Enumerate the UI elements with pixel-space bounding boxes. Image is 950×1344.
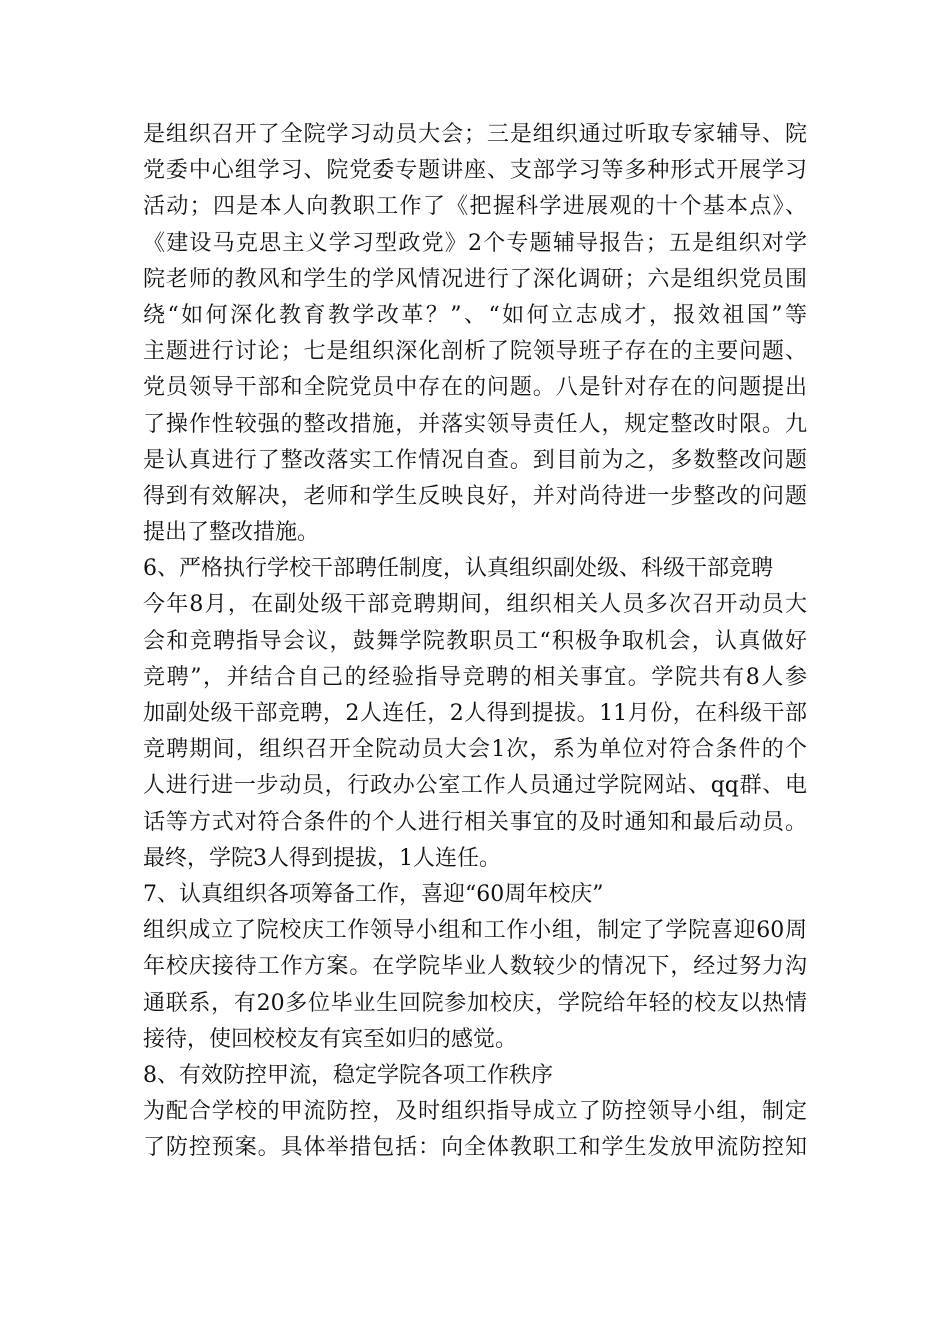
- text-line: 是认真进行了整改落实工作情况自查。到目前为之，多数整改问题: [143, 447, 807, 473]
- text-line: 竞聘期间，组织召开全院动员大会1次，系为单位对符合条件的个: [143, 737, 807, 763]
- text-line: 党委中心组学习、院党委专题讲座、支部学习等多种形式开展学习: [143, 158, 807, 184]
- text-line: 通联系，有20多位毕业生回院参加校庆，学院给年轻的校友以热情: [143, 990, 807, 1016]
- section-heading: 7、认真组织各项筹备工作，喜迎“60周年校庆”: [143, 881, 604, 907]
- text-line: 加副处级干部竞聘，2人连任，2人得到提拔。11月份，在科级干部: [143, 701, 807, 726]
- text-line: 组织成立了院校庆工作领导小组和工作小组，制定了学院喜迎60周: [143, 918, 807, 944]
- text-line: 《建设马克思主义学习型政党》2个专题辅导报告；五是组织对学: [143, 230, 807, 256]
- text-line: 得到有效解决，老师和学生反映良好，并对尚待进一步整改的问题: [143, 483, 807, 509]
- text-line: 主题进行讨论；七是组织深化剖析了院领导班子存在的主要问题、: [143, 339, 807, 365]
- text-line: 竞聘”，并结合自己的经验指导竞聘的相关事宜。学院共有8人参: [143, 664, 807, 690]
- text-line: 院老师的教风和学生的学风情况进行了深化调研；六是组织党员围: [143, 266, 807, 292]
- text-line: 提出了整改措施。: [143, 520, 320, 546]
- text-line: 党员领导干部和全院党员中存在的问题。八是针对存在的问题提出: [143, 375, 807, 401]
- text-line: 了操作性较强的整改措施，并落实领导责任人，规定整改时限。九: [143, 411, 807, 437]
- text-line: 会和竞聘指导会议，鼓舞学院教职员工“积极争取机会，认真做好: [143, 628, 807, 654]
- text-line: 了防控预案。具体举措包括：向全体教职工和学生发放甲流防控知: [143, 1135, 807, 1161]
- text-line: 今年8月，在副处级干部竞聘期间，组织相关人员多次召开动员大: [143, 592, 807, 618]
- text-line: 接待，使回校校友有宾至如归的感觉。: [143, 1026, 518, 1052]
- text-line: 话等方式对符合条件的个人进行相关事宜的及时通知和最后动员。: [143, 809, 807, 835]
- text-line: 人进行进一步动员，行政办公室工作人员通过学院网站、qq群、电: [143, 773, 807, 799]
- text-line: 年校庆接待工作方案。在学院毕业人数较少的情况下，经过努力沟: [143, 954, 807, 980]
- section-heading: 8、有效防控甲流，稳定学院各项工作秩序: [143, 1062, 553, 1088]
- text-line: 为配合学校的甲流防控，及时组织指导成立了防控领导小组，制定: [143, 1099, 807, 1125]
- section-heading: 6、严格执行学校干部聘任制度，认真组织副处级、科级干部竞聘: [143, 556, 773, 582]
- text-line: 绕“如何深化教育教学改革？”、“如何立志成才，报效祖国”等: [143, 302, 807, 328]
- text-line: 是组织召开了全院学习动员大会；三是组织通过听取专家辅导、院: [143, 122, 807, 147]
- text-line: 最终，学院3人得到提拔，1人连任。: [143, 845, 501, 871]
- text-line: 活动；四是本人向教职工作了《把握科学进展观的十个基本点》、: [143, 194, 807, 220]
- document-page: [143, 117, 807, 1166]
